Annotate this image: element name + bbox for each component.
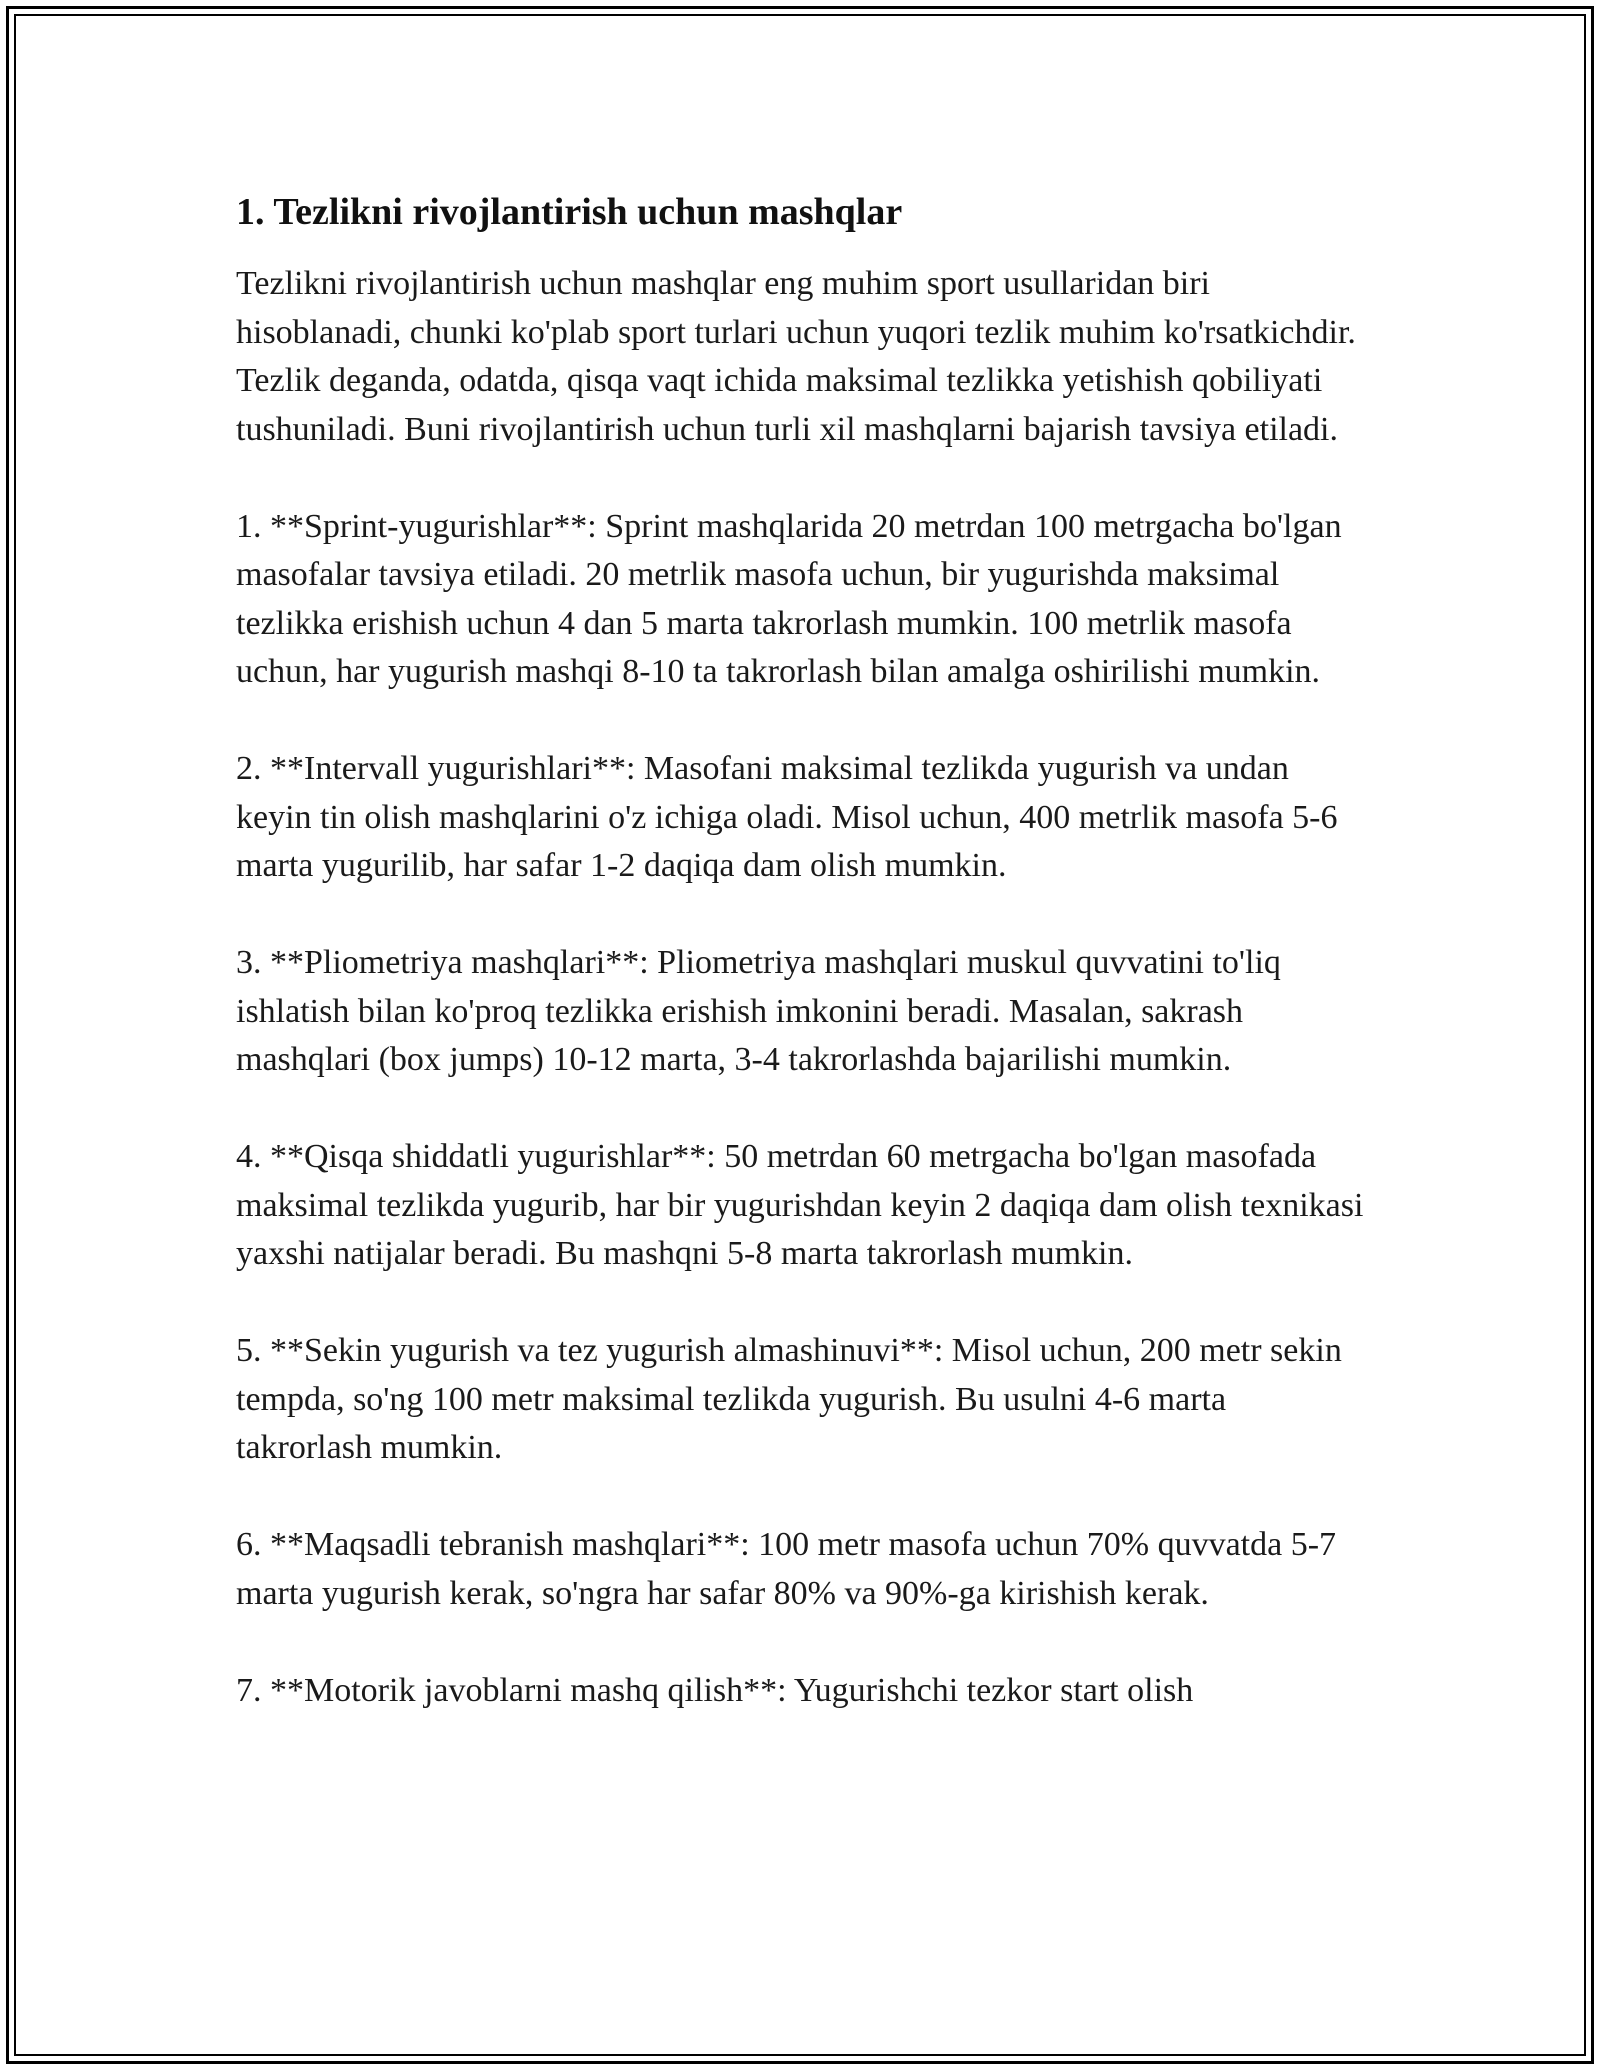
- document-title: 1. Tezlikni rivojlantirish uchun mashqlar: [236, 191, 903, 233]
- intro-paragraph: Tezlikni rivojlantirish uchun mashqlar eng muhim sport usullaridan biri hisoblanadi, chunki ko'plab sport turlari uchun yuqori tezlik muhim ko'rsatkichdir. Tezlik deganda, odatda, qisqa vaqt ichida maksimal tezlikka yetishish qobiliyati tushuniladi. Buni rivojlantirish uchun turli xil mashqlarni bajarish tavsiya etiladi.: [236, 265, 1356, 448]
- document-body: [236, 188, 1366, 1764]
- list-item-sprint: 1. **Sprint-yugurishlar**: Sprint mashqlarida 20 metrdan 100 metrgacha bo'lgan masofalar tavsiya etiladi. 20 metrlik masofa uchun, bir yugurishda maksimal tezlikka erishish uchun 4 dan 5 marta takrorlash mumkin. 100 metrlik masofa uchun, har yugurish mashqi 8-10 ta takrorlash bilan amalga oshirilishi mumkin.: [236, 507, 1342, 690]
- list-item-alternation: 5. **Sekin yugurish va tez yugurish almashinuvi**: Misol uchun, 200 metr sekin tempda, so'ng 100 metr maksimal tezlikda yugurish. Bu usulni 4-6 marta takrorlash mumkin.: [236, 1332, 1342, 1466]
- list-item-short-intense: 4. **Qisqa shiddatli yugurishlar**: 50 metrdan 60 metrgacha bo'lgan masofada maksimal tezlikda yugurib, har bir yugurishdan keyin 2 daqiqa dam olish texnikasi yaxshi natijalar beradi. Bu mashqni 5-8 marta takrorlash mumkin.: [236, 1138, 1364, 1272]
- list-item-interval: 2. **Intervall yugurishlari**: Masofani maksimal tezlikda yugurish va undan keyin tin olish mashqlarini o'z ichiga oladi. Misol uchun, 400 metrlik masofa 5-6 marta yugurilib, har safar 1-2 daqiqa dam olish mumkin.: [236, 750, 1338, 884]
- list-item-targeted: 6. **Maqsadli tebranish mashqlari**: 100 metr masofa uchun 70% quvvatda 5-7 marta yugurish kerak, so'ngra har safar 80% va 90%-ga kirishish kerak.: [236, 1526, 1337, 1612]
- list-item-plyometrics: 3. **Pliometriya mashqlari**: Pliometriya mashqlari muskul quvvatini to'liq ishlatish bilan ko'proq tezlikka erishish imkonini beradi. Masalan, sakrash mashqlari (box jumps) 10-12 marta, 3-4 takrorlashda bajarilishi mumkin.: [236, 944, 1281, 1078]
- list-item-motor-response: 7. **Motorik javoblarni mashq qilish**: Yugurishchi tezkor start olish: [236, 1671, 1194, 1709]
